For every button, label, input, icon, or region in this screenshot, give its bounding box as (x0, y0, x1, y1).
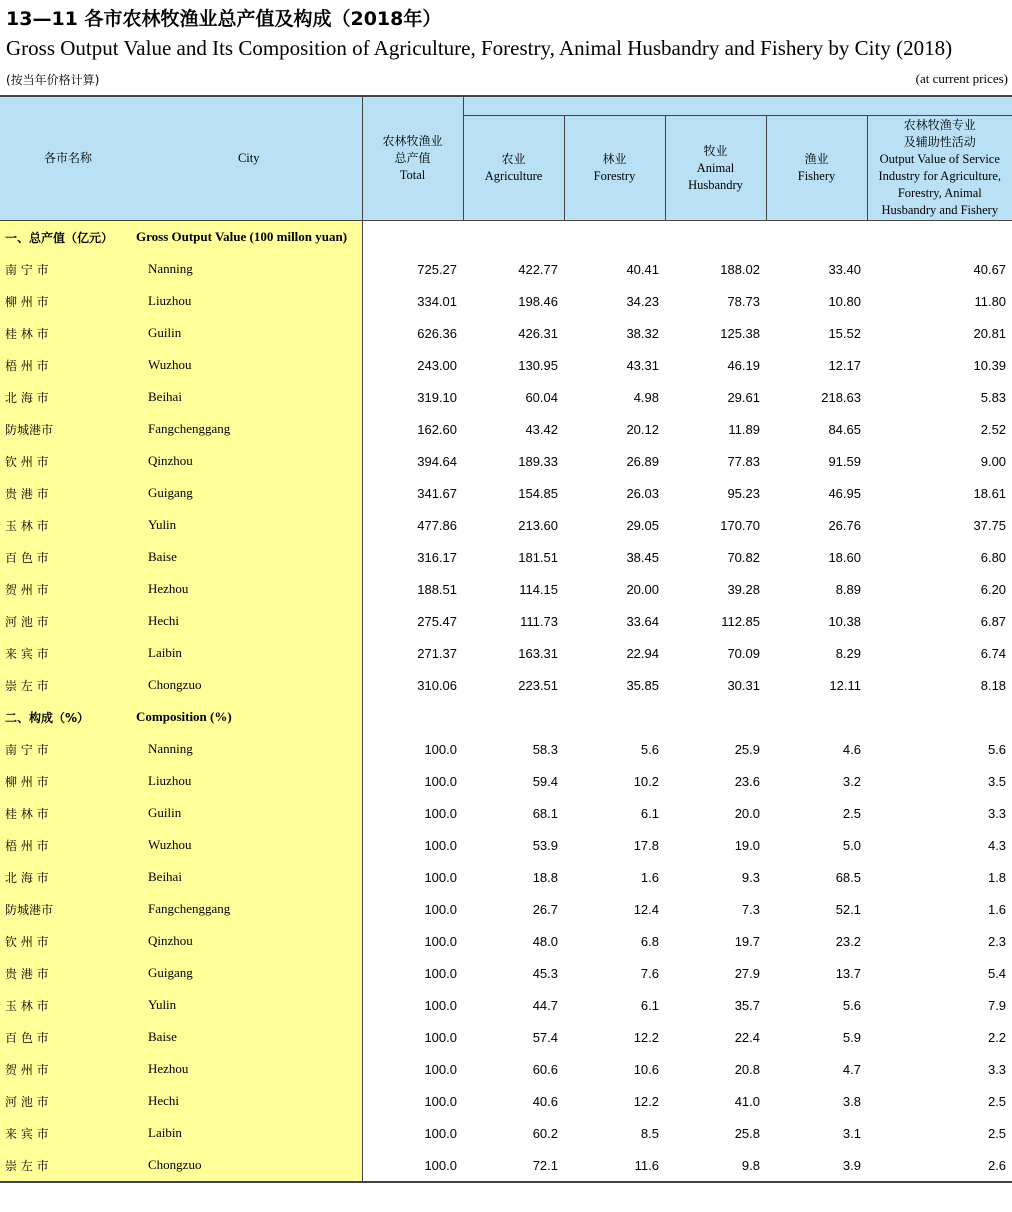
city-name-cn: 百 色 市 (0, 541, 136, 573)
cell-total: 725.27 (417, 261, 457, 277)
cell-service: 5.4 (987, 965, 1007, 981)
table-row (0, 573, 1012, 605)
cell-animal-husbandry: 19.0 (734, 837, 760, 853)
cell-agriculture: 68.1 (532, 805, 558, 821)
cell-forestry: 26.03 (626, 485, 659, 501)
col-header-total: 农林牧渔业 总产值 Total (362, 96, 463, 221)
cell-forestry: 38.45 (626, 549, 659, 565)
cell-fishery: 12.17 (828, 357, 861, 373)
cell-agriculture: 48.0 (532, 933, 558, 949)
cell-service: 6.20 (980, 581, 1007, 597)
city-name-en: Hechi (136, 605, 362, 637)
city-name-en: Yulin (136, 989, 362, 1021)
cell-fishery: 23.2 (835, 933, 861, 949)
cell-fishery: 46.95 (828, 485, 861, 501)
table-row (0, 477, 1012, 509)
cell-animal-husbandry: 19.7 (734, 933, 760, 949)
cell-fishery: 4.6 (842, 741, 861, 757)
cell-agriculture: 26.7 (532, 901, 558, 917)
cell-animal-husbandry: 11.89 (728, 421, 760, 437)
cell-animal-husbandry: 188.02 (720, 261, 760, 277)
city-name-en: Guilin (136, 317, 362, 349)
cell-total: 319.10 (417, 389, 457, 405)
table-row (0, 509, 1012, 541)
cell-total: 394.64 (417, 453, 457, 469)
cell-forestry: 17.8 (633, 837, 659, 853)
section-label-cn: 二、构成（%） (0, 701, 136, 733)
city-name-en: Wuzhou (136, 349, 362, 381)
table-row (0, 1085, 1012, 1117)
city-name-cn: 河 池 市 (0, 1085, 136, 1117)
output-value-table (0, 95, 1012, 1183)
cell-forestry: 20.00 (626, 581, 659, 597)
cell-fishery: 2.5 (842, 805, 861, 821)
cell-fishery: 4.7 (842, 1061, 861, 1077)
cell-total: 162.60 (417, 421, 457, 437)
city-name-cn: 柳 州 市 (0, 285, 136, 317)
cell-agriculture: 40.6 (532, 1093, 558, 1109)
city-name-en: Beihai (136, 861, 362, 893)
cell-animal-husbandry: 20.0 (734, 805, 760, 821)
cell-fishery: 8.89 (835, 581, 861, 597)
city-name-cn: 贵 港 市 (0, 477, 136, 509)
city-name-en: Hezhou (136, 1053, 362, 1085)
cell-fishery: 5.6 (842, 997, 861, 1013)
cell-fishery: 8.29 (835, 645, 861, 661)
cell-fishery: 5.0 (842, 837, 861, 853)
city-name-cn: 河 池 市 (0, 605, 136, 637)
table-row (0, 1021, 1012, 1053)
cell-fishery: 84.65 (828, 421, 861, 437)
cell-service: 2.3 (987, 933, 1007, 949)
cell-animal-husbandry: 39.28 (727, 581, 760, 597)
price-note-en: (at current prices) (915, 71, 1008, 86)
cell-service: 7.9 (987, 997, 1007, 1013)
city-name-cn: 钦 州 市 (0, 925, 136, 957)
city-name-en: Beihai (136, 381, 362, 413)
cell-fishery: 13.7 (835, 965, 861, 981)
cell-total: 100.0 (424, 1125, 457, 1141)
table-row (0, 253, 1012, 285)
col-header-group (463, 96, 1012, 116)
cell-fishery: 3.2 (842, 773, 861, 789)
cell-animal-husbandry: 46.19 (727, 357, 760, 373)
cell-service: 6.87 (980, 613, 1007, 629)
cell-agriculture: 111.73 (520, 613, 558, 629)
cell-forestry: 7.6 (640, 965, 659, 981)
city-name-en: Guigang (136, 957, 362, 989)
section-label-cn: 一、总产值（亿元） (0, 221, 136, 254)
city-name-cn: 贵 港 市 (0, 957, 136, 989)
city-name-cn: 防城港市 (0, 893, 136, 925)
cell-forestry: 12.4 (633, 901, 659, 917)
city-name-cn: 防城港市 (0, 413, 136, 445)
cell-fishery: 3.8 (842, 1093, 861, 1109)
cell-total: 341.67 (417, 485, 457, 501)
city-name-en: Baise (136, 1021, 362, 1053)
cell-service: 8.18 (980, 677, 1007, 693)
cell-fishery: 12.11 (829, 677, 861, 693)
cell-fishery: 91.59 (828, 453, 861, 469)
section-blank (362, 701, 1012, 733)
cell-forestry: 34.23 (626, 293, 659, 309)
cell-forestry: 1.6 (640, 869, 659, 885)
section-label-en: Composition (%) (136, 701, 362, 733)
cell-total: 100.0 (424, 869, 457, 885)
cell-animal-husbandry: 22.4 (734, 1029, 760, 1045)
cell-fishery: 15.52 (828, 325, 861, 341)
cell-forestry: 29.05 (626, 517, 659, 533)
cell-forestry: 5.6 (640, 741, 659, 757)
cell-agriculture: 130.95 (518, 357, 558, 373)
col-header-animal-husbandry: 牧业 Animal Husbandry (665, 116, 766, 221)
cell-fishery: 10.38 (828, 613, 861, 629)
cell-total: 243.00 (417, 357, 457, 373)
cell-service: 2.6 (867, 1149, 1012, 1182)
city-name-cn: 钦 州 市 (0, 445, 136, 477)
cell-agriculture: 181.51 (518, 549, 558, 565)
cell-service: 20.81 (973, 325, 1007, 341)
table-row (0, 381, 1012, 413)
table-row (0, 1149, 1012, 1182)
section-blank (362, 221, 1012, 254)
table-row (0, 413, 1012, 445)
city-name-en: Liuzhou (136, 285, 362, 317)
cell-fishery: 5.9 (842, 1029, 861, 1045)
cell-forestry: 12.2 (633, 1029, 659, 1045)
cell-agriculture: 57.4 (532, 1029, 558, 1045)
cell-fishery: 3.9 (766, 1149, 867, 1182)
cell-total: 271.37 (417, 645, 457, 661)
cell-fishery: 52.1 (835, 901, 861, 917)
table-row (0, 797, 1012, 829)
cell-animal-husbandry: 9.3 (741, 869, 760, 885)
cell-total: 100.0 (424, 773, 457, 789)
cell-animal-husbandry: 78.73 (727, 293, 760, 309)
cell-total: 626.36 (417, 325, 457, 341)
city-name-cn: 梧 州 市 (0, 349, 136, 381)
city-name-cn: 南 宁 市 (0, 733, 136, 765)
cell-service: 6.74 (980, 645, 1007, 661)
city-name-en: Guigang (136, 477, 362, 509)
cell-agriculture: 72.1 (463, 1149, 564, 1182)
cell-service: 9.00 (980, 453, 1007, 469)
table-row (0, 669, 1012, 701)
cell-animal-husbandry: 77.83 (727, 453, 760, 469)
cell-agriculture: 223.51 (518, 677, 558, 693)
cell-forestry: 6.8 (640, 933, 659, 949)
table-row (0, 765, 1012, 797)
section-header-row (0, 221, 1012, 254)
table-row (0, 1053, 1012, 1085)
city-name-cn: 北 海 市 (0, 381, 136, 413)
city-name-en: Nanning (136, 253, 362, 285)
cell-agriculture: 60.6 (532, 1061, 558, 1077)
cell-agriculture: 60.2 (532, 1125, 558, 1141)
cell-service: 2.52 (980, 421, 1007, 437)
cell-agriculture: 163.31 (518, 645, 558, 661)
table-row (0, 733, 1012, 765)
city-name-cn: 崇 左 市 (0, 1149, 136, 1182)
cell-total: 100.0 (424, 837, 457, 853)
cell-total: 100.0 (424, 965, 457, 981)
cell-total: 100.0 (424, 901, 457, 917)
cell-total: 334.01 (417, 293, 457, 309)
cell-service: 2.2 (987, 1029, 1007, 1045)
city-name-en: Chongzuo (136, 669, 362, 701)
cell-animal-husbandry: 35.7 (734, 997, 760, 1013)
cell-service: 3.3 (987, 805, 1007, 821)
table-row (0, 541, 1012, 573)
cell-total: 100.0 (424, 1093, 457, 1109)
cell-animal-husbandry: 25.8 (734, 1125, 760, 1141)
page-title-cn: 13—11 各市农林牧渔业总产值及构成（2018年） (6, 8, 442, 30)
cell-service: 2.5 (987, 1125, 1007, 1141)
cell-animal-husbandry: 9.8 (665, 1149, 766, 1182)
city-name-en: Chongzuo (136, 1149, 362, 1182)
cell-service: 3.5 (987, 773, 1007, 789)
cell-fishery: 18.60 (828, 549, 861, 565)
cell-total: 310.06 (417, 677, 457, 693)
col-header-city-cn: 各市名称 (0, 96, 136, 221)
cell-fishery: 68.5 (835, 869, 861, 885)
col-header-agriculture: 农业 Agriculture (463, 116, 564, 221)
cell-agriculture: 18.8 (532, 869, 558, 885)
city-name-en: Guilin (136, 797, 362, 829)
city-name-cn: 来 宾 市 (0, 637, 136, 669)
cell-animal-husbandry: 30.31 (727, 677, 760, 693)
city-name-en: Laibin (136, 1117, 362, 1149)
city-name-en: Fangchenggang (136, 413, 362, 445)
city-name-cn: 贺 州 市 (0, 573, 136, 605)
cell-total: 100.0 (424, 997, 457, 1013)
cell-animal-husbandry: 29.61 (727, 389, 760, 405)
section-label-en: Gross Output Value (100 millon yuan) (136, 221, 362, 254)
cell-animal-husbandry: 125.38 (720, 325, 760, 341)
cell-animal-husbandry: 23.6 (734, 773, 760, 789)
city-name-cn: 桂 林 市 (0, 317, 136, 349)
cell-forestry: 10.2 (633, 773, 659, 789)
cell-forestry: 6.1 (640, 805, 659, 821)
cell-agriculture: 60.04 (525, 389, 558, 405)
city-name-cn: 梧 州 市 (0, 829, 136, 861)
cell-forestry: 40.41 (626, 261, 659, 277)
cell-agriculture: 44.7 (532, 997, 558, 1013)
cell-total: 100.0 (424, 1061, 457, 1077)
section-header-row (0, 701, 1012, 733)
cell-animal-husbandry: 70.82 (727, 549, 760, 565)
cell-total: 188.51 (417, 581, 457, 597)
table-row (0, 925, 1012, 957)
cell-fishery: 33.40 (828, 261, 861, 277)
cell-service: 2.5 (987, 1093, 1007, 1109)
cell-agriculture: 198.46 (518, 293, 558, 309)
city-name-en: Hechi (136, 1085, 362, 1117)
cell-service: 1.6 (987, 901, 1007, 917)
city-name-en: Laibin (136, 637, 362, 669)
table-row (0, 445, 1012, 477)
cell-animal-husbandry: 25.9 (734, 741, 760, 757)
cell-service: 6.80 (980, 549, 1007, 565)
cell-fishery: 218.63 (821, 389, 861, 405)
cell-animal-husbandry: 70.09 (727, 645, 760, 661)
cell-total: 275.47 (417, 613, 457, 629)
cell-agriculture: 426.31 (518, 325, 558, 341)
cell-service: 1.8 (987, 869, 1007, 885)
cell-forestry: 38.32 (626, 325, 659, 341)
cell-service: 5.83 (980, 389, 1007, 405)
col-header-service: 农林牧渔专业 及辅助性活动 Output Value of Service Industry for Agriculture, Forestry, Animal Husbandry and Fishery (867, 116, 1012, 221)
city-name-cn: 贺 州 市 (0, 1053, 136, 1085)
cell-service: 18.61 (973, 485, 1007, 501)
cell-animal-husbandry: 170.70 (720, 517, 760, 533)
city-name-en: Nanning (136, 733, 362, 765)
cell-total: 100.0 (424, 805, 457, 821)
cell-fishery: 3.1 (842, 1125, 861, 1141)
table-row (0, 637, 1012, 669)
page-title-en: Gross Output Value and Its Composition of Agriculture, Forestry, Animal Husbandry and Fishery by City (2018) (6, 36, 953, 60)
cell-service: 37.75 (973, 517, 1007, 533)
cell-forestry: 6.1 (640, 997, 659, 1013)
table-row (0, 349, 1012, 381)
price-note-cn: (按当年价格计算) (6, 73, 100, 87)
cell-total: 477.86 (417, 517, 457, 533)
cell-agriculture: 45.3 (532, 965, 558, 981)
table-row (0, 1117, 1012, 1149)
cell-agriculture: 59.4 (532, 773, 558, 789)
city-name-en: Liuzhou (136, 765, 362, 797)
city-name-en: Yulin (136, 509, 362, 541)
cell-agriculture: 213.60 (518, 517, 558, 533)
cell-agriculture: 154.85 (518, 485, 558, 501)
cell-total: 100.0 (362, 1149, 463, 1182)
city-name-cn: 桂 林 市 (0, 797, 136, 829)
cell-agriculture: 114.15 (519, 581, 558, 597)
cell-total: 100.0 (424, 1029, 457, 1045)
table-row (0, 861, 1012, 893)
city-name-en: Qinzhou (136, 925, 362, 957)
cell-service: 10.39 (973, 357, 1007, 373)
table-row (0, 317, 1012, 349)
cell-animal-husbandry: 41.0 (734, 1093, 760, 1109)
cell-forestry: 43.31 (626, 357, 659, 373)
table-body (0, 221, 1012, 1183)
cell-forestry: 33.64 (626, 613, 659, 629)
cell-agriculture: 43.42 (525, 421, 558, 437)
col-header-city-en: City (136, 96, 362, 221)
table-row (0, 829, 1012, 861)
city-name-en: Qinzhou (136, 445, 362, 477)
cell-forestry: 4.98 (633, 389, 659, 405)
cell-service: 11.80 (974, 293, 1007, 309)
cell-forestry: 22.94 (626, 645, 659, 661)
cell-service: 3.3 (987, 1061, 1007, 1077)
cell-agriculture: 189.33 (518, 453, 558, 469)
city-name-cn: 玉 林 市 (0, 989, 136, 1021)
cell-animal-husbandry: 112.85 (721, 613, 760, 629)
city-name-cn: 百 色 市 (0, 1021, 136, 1053)
city-name-cn: 北 海 市 (0, 861, 136, 893)
cell-service: 40.67 (973, 261, 1007, 277)
col-header-forestry: 林业 Forestry (564, 116, 665, 221)
city-name-en: Fangchenggang (136, 893, 362, 925)
city-name-cn: 玉 林 市 (0, 509, 136, 541)
cell-service: 4.3 (987, 837, 1007, 853)
city-name-cn: 南 宁 市 (0, 253, 136, 285)
cell-forestry: 20.12 (626, 421, 659, 437)
cell-agriculture: 58.3 (532, 741, 558, 757)
cell-total: 100.0 (424, 741, 457, 757)
cell-animal-husbandry: 95.23 (727, 485, 760, 501)
cell-total: 316.17 (417, 549, 457, 565)
cell-service: 5.6 (987, 741, 1007, 757)
cell-forestry: 26.89 (626, 453, 659, 469)
table-row (0, 957, 1012, 989)
cell-forestry: 11.6 (564, 1149, 665, 1182)
cell-fishery: 26.76 (828, 517, 861, 533)
city-name-en: Baise (136, 541, 362, 573)
city-name-en: Wuzhou (136, 829, 362, 861)
table-row (0, 605, 1012, 637)
city-name-cn: 柳 州 市 (0, 765, 136, 797)
cell-animal-husbandry: 20.8 (734, 1061, 760, 1077)
cell-fishery: 10.80 (828, 293, 861, 309)
cell-agriculture: 53.9 (532, 837, 558, 853)
table-row (0, 989, 1012, 1021)
cell-animal-husbandry: 27.9 (734, 965, 760, 981)
table-row (0, 285, 1012, 317)
cell-forestry: 10.6 (633, 1061, 659, 1077)
table-row (0, 893, 1012, 925)
cell-total: 100.0 (424, 933, 457, 949)
cell-animal-husbandry: 7.3 (741, 901, 760, 917)
city-name-cn: 来 宾 市 (0, 1117, 136, 1149)
cell-agriculture: 422.77 (518, 261, 558, 277)
cell-forestry: 8.5 (640, 1125, 659, 1141)
col-header-fishery: 渔业 Fishery (766, 116, 867, 221)
city-name-cn: 崇 左 市 (0, 669, 136, 701)
cell-forestry: 35.85 (626, 677, 659, 693)
city-name-en: Hezhou (136, 573, 362, 605)
cell-forestry: 12.2 (633, 1093, 659, 1109)
